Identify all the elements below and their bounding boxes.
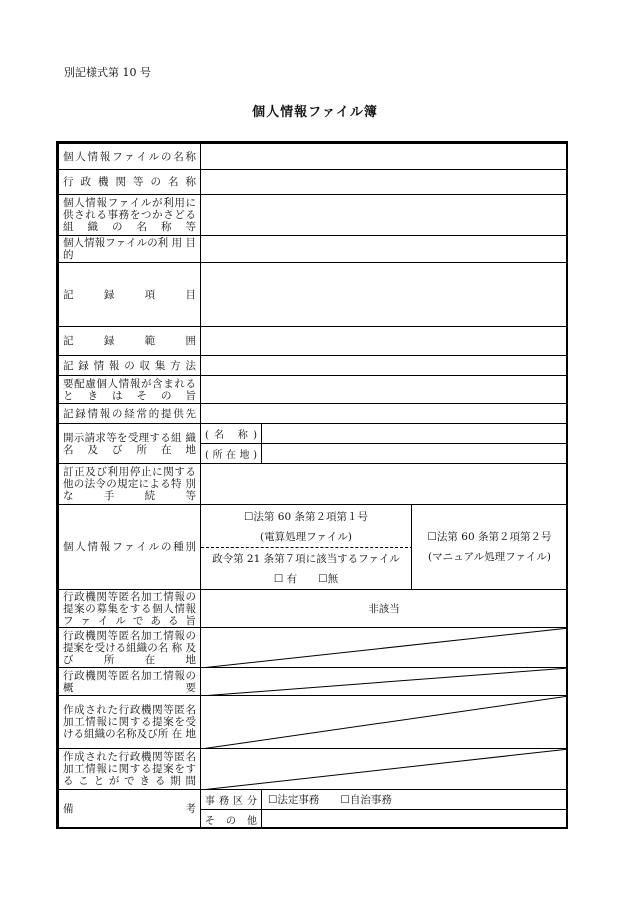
label-org-name: 個人情報ファイルが利用に供される事務をつかさどる組織の名称等 <box>58 194 201 236</box>
value-collection[interactable] <box>200 355 568 376</box>
label-other: そ の 他 <box>200 809 262 829</box>
type-c-line1: 政令第 21 条第７項に該当するファイル <box>212 553 400 565</box>
value-other[interactable] <box>261 809 568 829</box>
diagonal-strike <box>201 668 568 696</box>
label-anon-summary: 行政機関等匿名加工情報の 概 要 <box>58 667 201 696</box>
diagonal-strike <box>201 696 568 749</box>
label-record-items: 記 録 項 目 <box>58 262 201 327</box>
value-disclosure-addr[interactable] <box>261 443 568 464</box>
value-file-name[interactable] <box>200 143 568 170</box>
value-purpose[interactable] <box>200 235 568 263</box>
form-number: 別記様式第 10 号 <box>64 66 151 79</box>
label-special: 訂正及び利用停止に関する他の法令の規定による特 別 な 手 続 等 <box>58 463 201 505</box>
type-option-b <box>411 504 568 590</box>
label-provision: 記録情報の経常的提供先 <box>58 403 201 424</box>
value-record-scope[interactable] <box>200 326 568 356</box>
value-sensitive[interactable] <box>200 375 568 404</box>
value-agency-name[interactable] <box>200 169 568 195</box>
label-remarks: 備 考 <box>58 789 201 829</box>
page-title: 個人情報ファイル簿 <box>252 105 378 120</box>
type-b-line1[interactable]: ☐法第 60 条第２項第２号 <box>427 531 552 543</box>
label-disclosure: 開示請求等を受理する組 織 名 及 び 所 在 地 <box>58 423 201 464</box>
label-agency-name: 行 政 機 関 等 の 名 称 <box>58 169 201 195</box>
label-anon-org: 行政機関等匿名加工情報の提案を受ける組織の名 称 及 び 所 在 地 <box>58 627 201 668</box>
value-provision[interactable] <box>200 403 568 424</box>
label-record-scope: 記 録 範 囲 <box>58 326 201 356</box>
label-disclosure-addr: (所在地) <box>200 443 262 464</box>
label-disclosure-name: (名 称) <box>200 423 262 444</box>
type-c-line2[interactable]: ☐ 有 ☐無 <box>273 573 339 585</box>
label-purpose: 個人情報ファイルの利 用 目 的 <box>58 235 201 263</box>
value-anon-offer <box>200 589 568 628</box>
type-a-line2: (電算処理ファイル) <box>260 531 352 543</box>
label-file-type: 個人情報ファイルの種別 <box>58 504 201 590</box>
label-office-kind: 事務区分 <box>200 789 262 810</box>
label-created-org: 作成された行政機関等匿名加工情報に関する提案を受ける組織の名称及び所 在 地 <box>58 695 201 749</box>
label-anon-offer: 行政機関等匿名加工情報の提案の募集をする個人情報ファイルである旨 <box>58 589 201 628</box>
value-anon-summary <box>200 667 568 696</box>
label-file-name: 個人情報ファイルの名称 <box>58 143 201 170</box>
label-sensitive: 要配慮個人情報が含まれるときはその旨 <box>58 375 201 404</box>
type-b-line2: (マニュアル処理ファイル) <box>427 551 552 563</box>
label-collection: 記録情報の収集方法 <box>58 355 201 376</box>
label-created-period: 作成された行政機関等匿名加工情報に関する提案をすることができる期間 <box>58 748 201 790</box>
value-anon-org <box>200 627 568 668</box>
value-record-items[interactable] <box>200 262 568 327</box>
value-special[interactable] <box>200 463 568 505</box>
ledger-table <box>56 141 568 829</box>
type-option-a <box>200 504 412 590</box>
value-disclosure-name[interactable] <box>261 423 568 444</box>
office-kind-options[interactable]: ☐法定事務 ☐自治事務 <box>268 794 392 806</box>
value-created-period <box>200 748 568 790</box>
value-created-org <box>200 695 568 749</box>
type-a-line1[interactable]: ☐法第 60 条第２項第１号 <box>244 511 368 523</box>
value-org-name[interactable] <box>200 194 568 236</box>
anon-offer-value: 非該当 <box>368 603 400 615</box>
diagonal-strike <box>201 628 568 668</box>
value-office-kind[interactable] <box>261 789 568 810</box>
type-divider <box>201 547 412 548</box>
diagonal-strike <box>201 749 568 790</box>
